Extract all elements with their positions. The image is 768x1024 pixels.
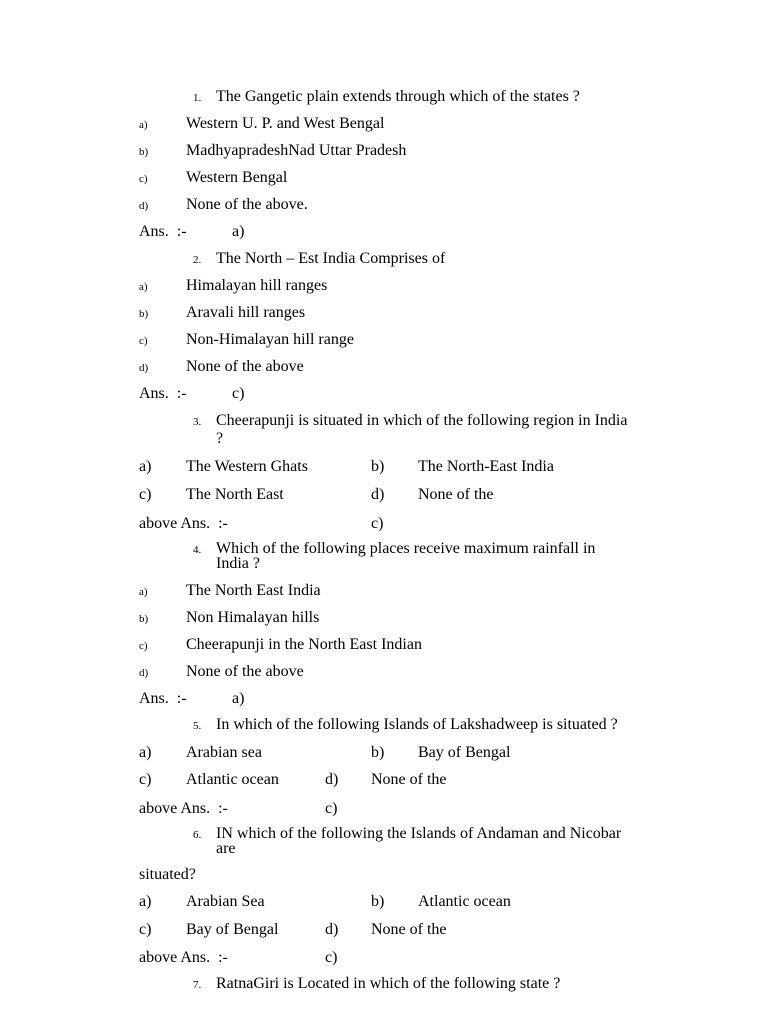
option-text: None of the bbox=[371, 771, 447, 788]
option-text: The North East India bbox=[186, 582, 321, 599]
option-text: Bay of Bengal bbox=[418, 744, 511, 761]
answer-prefix: Ans. :- bbox=[139, 385, 187, 402]
option-label: c) bbox=[139, 771, 152, 788]
option-text: Arabian Sea bbox=[186, 893, 265, 910]
question-text: The Gangetic plain extends through which of the states ? bbox=[216, 88, 580, 105]
option-text: Western U. P. and West Bengal bbox=[186, 115, 385, 132]
question-text: Which of the following places receive maximum rainfall in bbox=[216, 540, 596, 557]
answer-value: c) bbox=[371, 515, 384, 532]
question-text-continued: situated? bbox=[139, 866, 196, 883]
question-number: 6. bbox=[193, 829, 202, 841]
option-label: b) bbox=[139, 146, 149, 158]
option-label: d) bbox=[325, 921, 339, 938]
option-label: c) bbox=[139, 921, 152, 938]
question-number: 1. bbox=[193, 92, 202, 104]
answer-value: c) bbox=[325, 800, 338, 817]
question-number: 7. bbox=[193, 979, 202, 991]
option-label: d) bbox=[371, 486, 385, 503]
option-text: The Western Ghats bbox=[186, 458, 308, 475]
option-label: a) bbox=[139, 586, 148, 598]
option-label: b) bbox=[139, 613, 149, 625]
option-text: None of the above. bbox=[186, 196, 308, 213]
option-label: d) bbox=[325, 771, 339, 788]
option-text: Himalayan hill ranges bbox=[186, 277, 328, 294]
answer-value: c) bbox=[325, 949, 338, 966]
option-text: Atlantic ocean bbox=[186, 771, 279, 788]
option-text: Western Bengal bbox=[186, 169, 288, 186]
option-text: Bay of Bengal bbox=[186, 921, 279, 938]
answer-value: a) bbox=[232, 690, 245, 707]
answer-prefix: above Ans. :- bbox=[139, 800, 228, 817]
option-label: b) bbox=[371, 458, 385, 475]
option-label: d) bbox=[139, 362, 149, 374]
option-label: a) bbox=[139, 458, 152, 475]
option-label: a) bbox=[139, 744, 152, 761]
option-label: a) bbox=[139, 281, 148, 293]
answer-value: c) bbox=[232, 385, 245, 402]
question-text: The North – Est India Comprises of bbox=[216, 250, 446, 267]
option-text: None of the bbox=[371, 921, 447, 938]
option-label: d) bbox=[139, 667, 149, 679]
option-text: MadhyapradeshNad Uttar Pradesh bbox=[186, 142, 407, 159]
answer-prefix: Ans. :- bbox=[139, 223, 187, 240]
option-text: The North East bbox=[186, 486, 284, 503]
question-text: IN which of the following the Islands of Andaman and Nicobar bbox=[216, 825, 622, 842]
option-text: The North-East India bbox=[418, 458, 554, 475]
option-label: b) bbox=[371, 893, 385, 910]
question-text: Cheerapunji is situated in which of the following region in India bbox=[216, 412, 628, 429]
answer-prefix: Ans. :- bbox=[139, 690, 187, 707]
option-text: Aravali hill ranges bbox=[186, 304, 306, 321]
option-text: Arabian sea bbox=[186, 744, 262, 761]
question-text-continued: are bbox=[216, 840, 236, 857]
question-number: 2. bbox=[193, 254, 202, 266]
question-number: 3. bbox=[193, 416, 202, 428]
question-text-continued: India ? bbox=[216, 555, 260, 572]
option-label: b) bbox=[139, 308, 149, 320]
option-text: None of the bbox=[418, 486, 494, 503]
question-text: In which of the following Islands of Lakshadweep is situated ? bbox=[216, 716, 618, 733]
answer-prefix: above Ans. :- bbox=[139, 515, 228, 532]
option-label: c) bbox=[139, 640, 148, 652]
option-label: d) bbox=[139, 200, 149, 212]
question-text-continued: ? bbox=[216, 430, 224, 447]
answer-prefix: above Ans. :- bbox=[139, 949, 228, 966]
answer-value: a) bbox=[232, 223, 245, 240]
option-text: Atlantic ocean bbox=[418, 893, 511, 910]
option-label: c) bbox=[139, 173, 148, 185]
option-text: Non Himalayan hills bbox=[186, 609, 320, 626]
option-label: c) bbox=[139, 335, 148, 347]
question-number: 5. bbox=[193, 720, 202, 732]
question-text: RatnaGiri is Located in which of the following state ? bbox=[216, 975, 561, 992]
option-text: None of the above bbox=[186, 358, 304, 375]
option-label: a) bbox=[139, 893, 152, 910]
option-text: None of the above bbox=[186, 663, 304, 680]
option-text: Cheerapunji in the North East Indian bbox=[186, 636, 422, 653]
option-text: Non-Himalayan hill range bbox=[186, 331, 354, 348]
option-label: c) bbox=[139, 486, 152, 503]
option-label: a) bbox=[139, 119, 148, 131]
question-number: 4. bbox=[193, 544, 202, 556]
option-label: b) bbox=[371, 744, 385, 761]
